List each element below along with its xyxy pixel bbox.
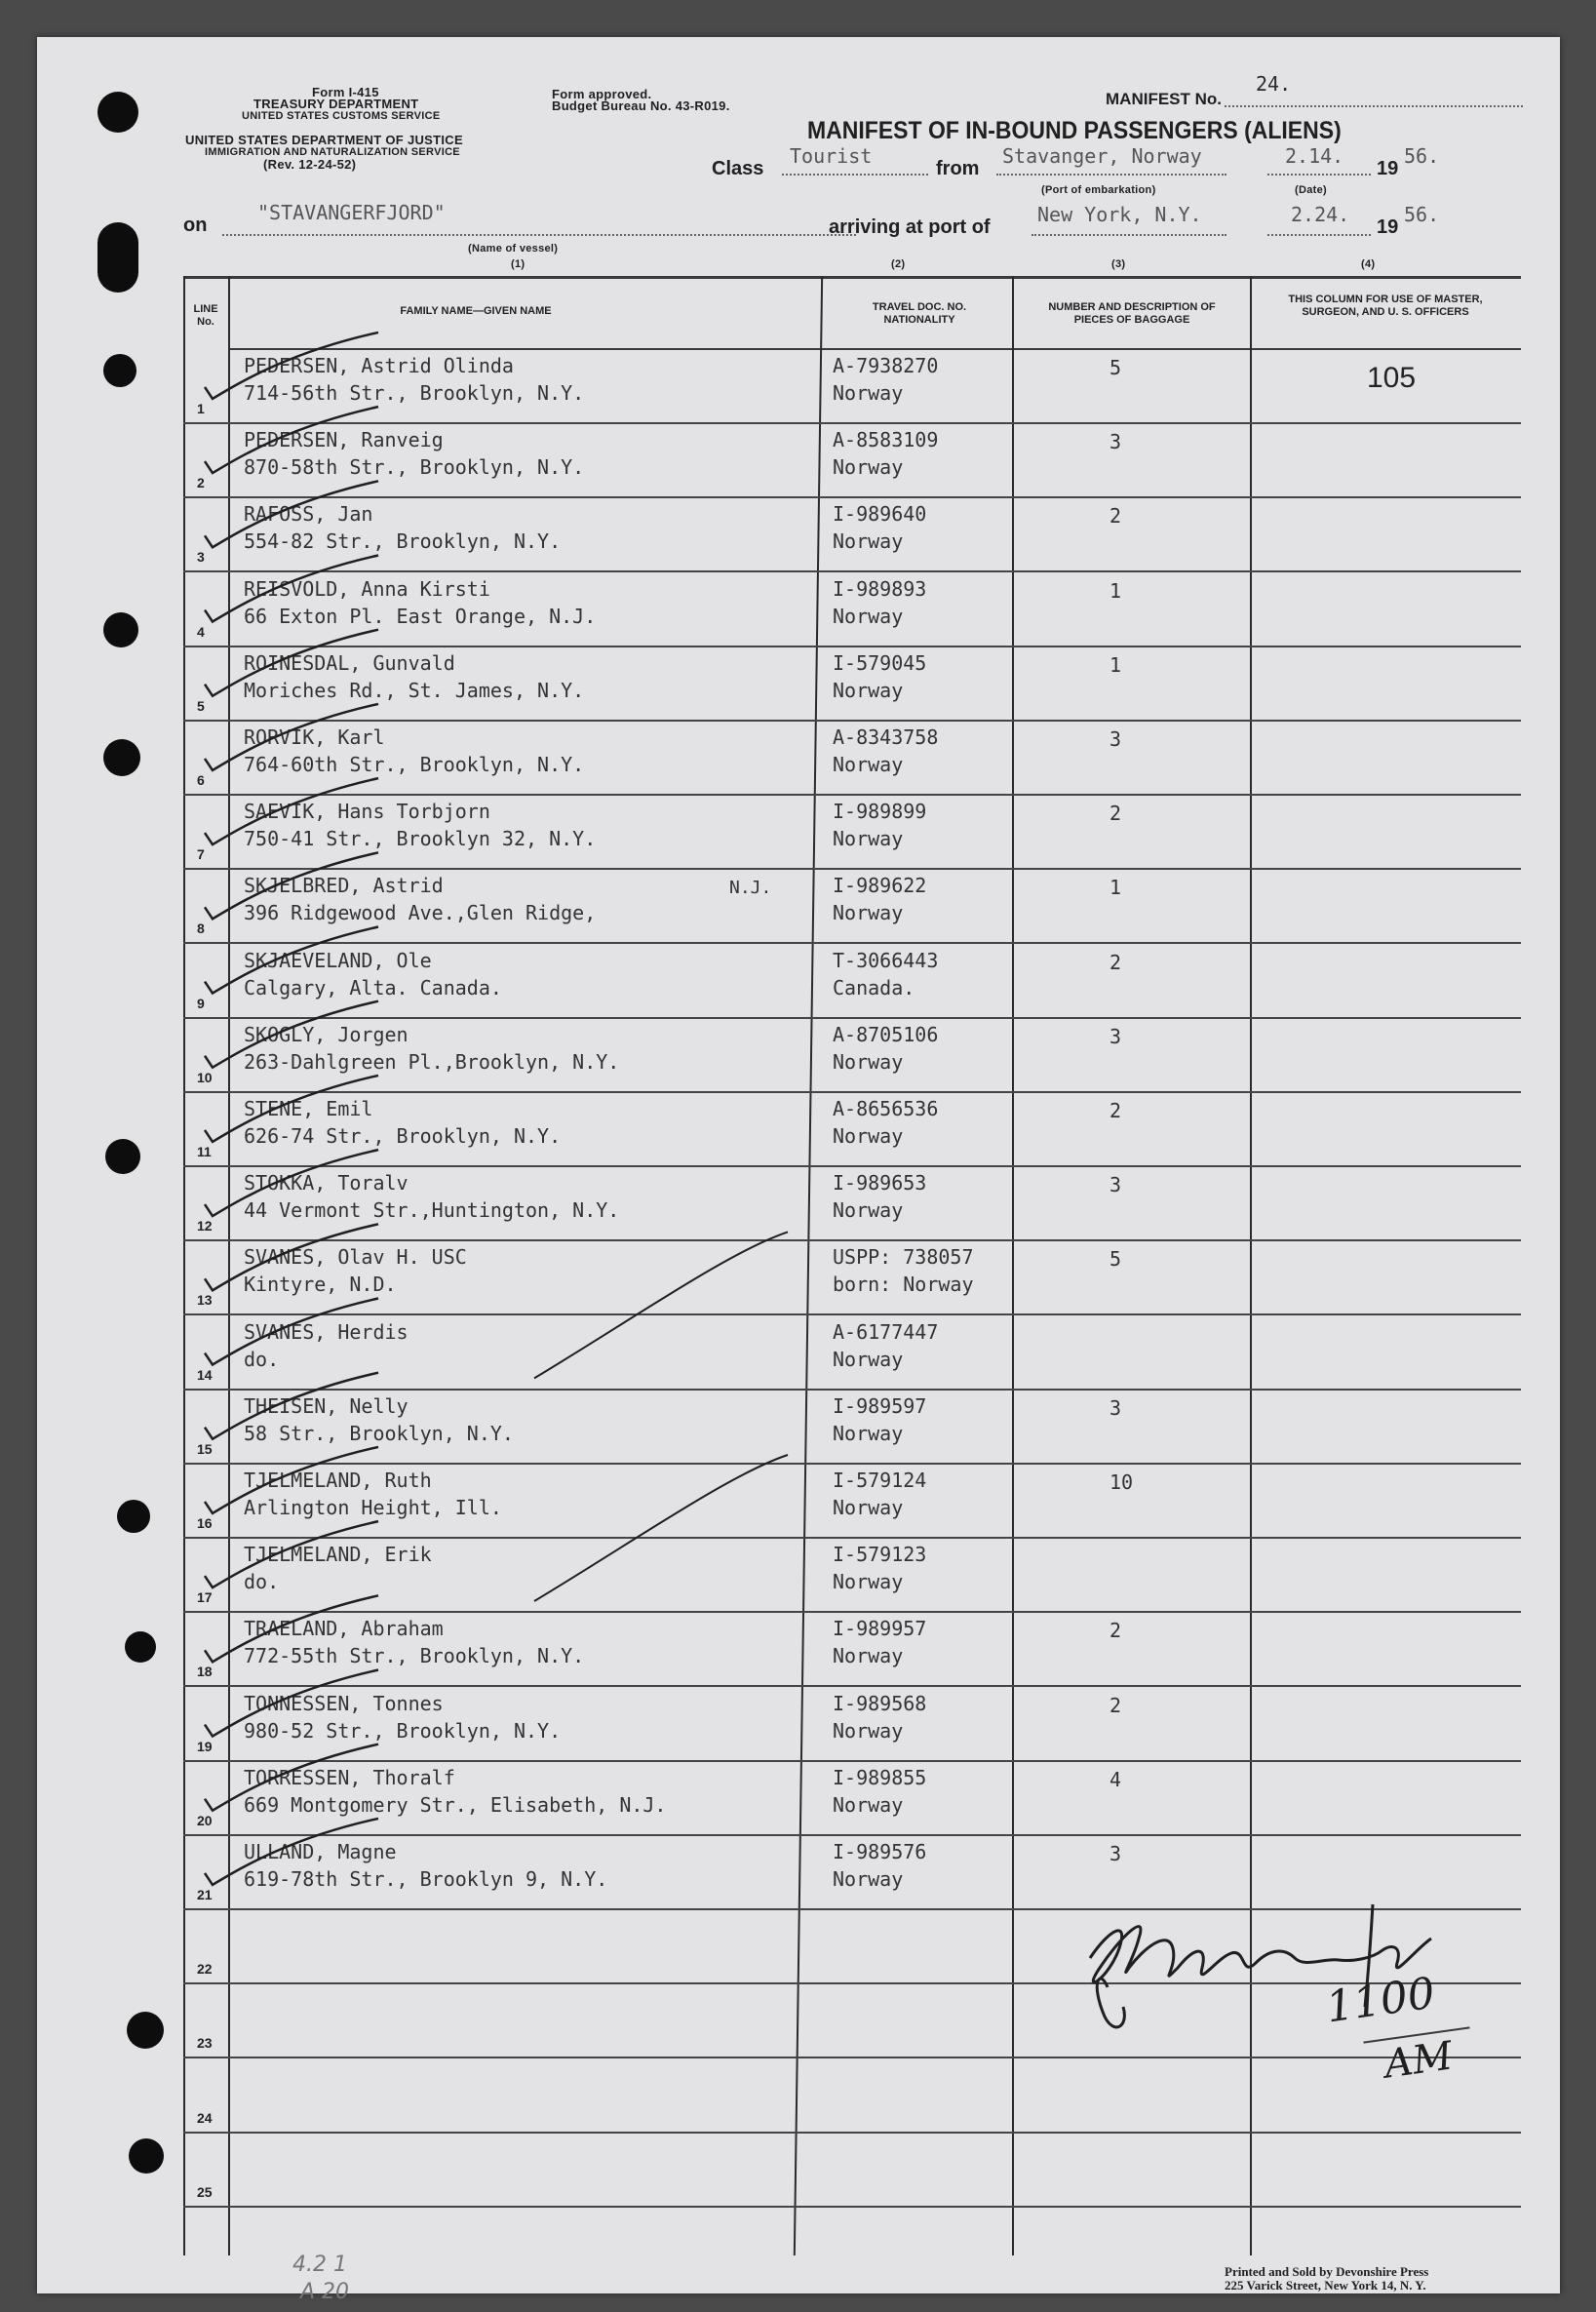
check-mark (205, 1224, 378, 1290)
nationality: Norway (833, 901, 904, 924)
passenger-name: STENE, Emil (244, 1097, 373, 1120)
nationality: Norway (833, 381, 904, 405)
check-mark (205, 704, 378, 770)
arrival-date-line (1267, 234, 1371, 236)
family-link-mark (534, 1455, 788, 1601)
travel-doc-number: I-579045 (833, 651, 927, 675)
ins-service: IMMIGRATION AND NATURALIZATION SERVICE (205, 146, 460, 158)
line-number: 20 (197, 1813, 213, 1828)
treasury-dept: TREASURY DEPARTMENT (253, 97, 419, 111)
check-mark (205, 333, 378, 399)
passenger-name: TORRESSEN, Thoralf (244, 1766, 455, 1789)
class-value: Tourist (790, 144, 873, 168)
manifest-no-line (1225, 105, 1523, 107)
nationality: Norway (833, 1644, 904, 1667)
punch-hole (129, 2138, 164, 2174)
passenger-name: TRAELAND, Abraham (244, 1617, 444, 1640)
travel-doc-number: T-3066443 (833, 949, 939, 972)
check-mark (205, 556, 378, 622)
passenger-address: do. (244, 1570, 280, 1593)
family-link-mark (534, 1232, 788, 1378)
travel-doc-number: A-8656536 (833, 1097, 939, 1120)
vessel-caption: (Name of vessel) (468, 243, 559, 255)
line-number: 13 (197, 1292, 213, 1308)
line-number: 1 (197, 401, 205, 416)
nationality: Norway (833, 1719, 904, 1743)
check-mark (205, 852, 378, 919)
travel-doc-number: A-7938270 (833, 354, 939, 377)
passenger-name: SKJELBRED, Astrid (244, 874, 444, 897)
passenger-address: 669 Montgomery Str., Elisabeth, N.J. (244, 1793, 667, 1817)
handwritten-note-2: A 20 (300, 2280, 350, 2304)
line-number: 19 (197, 1739, 213, 1754)
header-name: FAMILY NAME—GIVEN NAME (400, 305, 552, 317)
form-number: Form I-415 (312, 85, 379, 99)
travel-doc-number: I-989622 (833, 874, 927, 897)
check-mark (205, 1076, 378, 1142)
baggage-count: 1 (1109, 653, 1122, 677)
punch-hole (117, 1500, 150, 1533)
baggage-count: 2 (1109, 951, 1122, 974)
from-label: from (936, 158, 980, 179)
passenger-address: 619-78th Str., Brooklyn 9, N.Y. (244, 1867, 608, 1891)
baggage-count: 5 (1109, 356, 1122, 379)
on-label: on (183, 215, 208, 236)
baggage-count: 2 (1109, 504, 1122, 528)
check-mark (205, 1819, 378, 1885)
check-mark (205, 1744, 378, 1811)
col-num-1: (1) (511, 258, 526, 270)
nationality: Norway (833, 1198, 904, 1222)
check-mark (205, 1001, 378, 1068)
passenger-name: ROINESDAL, Gunvald (244, 651, 455, 675)
passenger-name: SKOGLY, Jorgen (244, 1023, 409, 1046)
line-number: 24 (197, 2110, 213, 2126)
nationality: Norway (833, 1050, 904, 1074)
punch-hole (103, 739, 140, 776)
passenger-address: 58 Str., Brooklyn, N.Y. (244, 1422, 514, 1445)
passenger-name: PEDERSEN, Ranveig (244, 428, 444, 451)
travel-doc-number: I-989957 (833, 1617, 927, 1640)
date-value: 2.14. (1285, 144, 1344, 168)
check-mark (205, 778, 378, 844)
passenger-address: Kintyre, N.D. (244, 1273, 397, 1296)
punch-hole (97, 92, 138, 133)
form-approved: Form approved. (552, 87, 652, 101)
signature-ampm: AM (1382, 2033, 1456, 2088)
form-title: MANIFEST OF IN-BOUND PASSENGERS (ALIENS) (807, 117, 1342, 144)
arrival-year: 56. (1404, 203, 1440, 226)
check-mark (205, 630, 378, 696)
passenger-address: 772-55th Str., Brooklyn, N.Y. (244, 1644, 585, 1667)
check-mark (205, 1299, 378, 1365)
header-doc: TRAVEL DOC. NO. NATIONALITY (872, 301, 967, 326)
passenger-name: RORVIK, Karl (244, 725, 385, 749)
check-mark (205, 1670, 378, 1737)
passenger-address: 750-41 Str., Brooklyn 32, N.Y. (244, 827, 597, 850)
justice-dept: UNITED STATES DEPARTMENT OF JUSTICE (185, 133, 463, 147)
arrival-year-prefix: 19 (1377, 216, 1399, 238)
punch-hole (125, 1631, 156, 1663)
travel-doc-number: I-989576 (833, 1840, 927, 1863)
nationality: Norway (833, 1570, 904, 1593)
baggage-count: 1 (1109, 579, 1122, 603)
arrival-date: 2.24. (1291, 203, 1350, 226)
passenger-name: STOKKA, Toralv (244, 1171, 409, 1195)
nationality: Norway (833, 455, 904, 479)
passenger-address-extra: N.J. (729, 878, 772, 898)
check-mark (205, 407, 378, 473)
header-baggage: NUMBER AND DESCRIPTION OF PIECES OF BAGGAGE (1048, 301, 1216, 326)
nationality: Norway (833, 1422, 904, 1445)
line-number: 15 (197, 1441, 213, 1457)
line-number: 16 (197, 1515, 213, 1531)
nationality: Norway (833, 1793, 904, 1817)
travel-doc-number: I-989899 (833, 800, 927, 823)
baggage-count: 1 (1109, 876, 1122, 899)
nationality: Norway (833, 529, 904, 553)
passenger-address: 263-Dahlgreen Pl.,Brooklyn, N.Y. (244, 1050, 620, 1074)
line-number: 23 (197, 2035, 213, 2051)
vessel-line (222, 234, 856, 236)
punch-hole (103, 612, 138, 647)
travel-doc-number: I-579123 (833, 1543, 927, 1566)
nationality: Norway (833, 679, 904, 702)
passenger-name: THEISEN, Nelly (244, 1394, 409, 1418)
check-mark (205, 1521, 378, 1587)
travel-doc-number: I-989855 (833, 1766, 927, 1789)
header-officers: THIS COLUMN FOR USE OF MASTER, SURGEON, AND U. S. OFFICERS (1288, 294, 1483, 318)
passenger-address: 980-52 Str., Brooklyn, N.Y. (244, 1719, 562, 1743)
check-mark (205, 1373, 378, 1439)
passenger-address: 870-58th Str., Brooklyn, N.Y. (244, 455, 585, 479)
travel-doc-number: I-989653 (833, 1171, 927, 1195)
punch-hole (97, 222, 138, 293)
nationality: Norway (833, 753, 904, 776)
passenger-address: Arlington Height, Ill. (244, 1496, 502, 1519)
passenger-address: 626-74 Str., Brooklyn, N.Y. (244, 1124, 562, 1148)
signature-time: 1100 (1322, 1968, 1438, 2033)
year-prefix: 19 (1377, 158, 1399, 179)
nationality: Norway (833, 1124, 904, 1148)
header-line-no: LINE No. (193, 303, 218, 328)
manifest-page (37, 37, 1560, 2304)
manifest-no-label: MANIFEST No. (1106, 90, 1222, 108)
punch-hole (127, 2012, 164, 2049)
nationality: Norway (833, 1496, 904, 1519)
port-embark-caption: (Port of embarkation) (1041, 184, 1156, 196)
check-mark (205, 1447, 378, 1513)
date-caption: (Date) (1295, 184, 1327, 196)
printer-line-2: 225 Varick Street, New York 14, N. Y. (1225, 2278, 1426, 2292)
travel-doc-number: I-989568 (833, 1692, 927, 1715)
line-number: 12 (197, 1218, 213, 1234)
passenger-name: PEDERSEN, Astrid Olinda (244, 354, 514, 377)
revision: (Rev. 12-24-52) (263, 157, 357, 172)
date-line (1267, 174, 1371, 176)
travel-doc-number: A-8583109 (833, 428, 939, 451)
travel-doc-number: I-989597 (833, 1394, 927, 1418)
nationality: born: Norway (833, 1273, 974, 1296)
line-number: 14 (197, 1367, 213, 1383)
baggage-count: 3 (1109, 1396, 1122, 1420)
baggage-count: 2 (1109, 802, 1122, 825)
baggage-count: 3 (1109, 1025, 1122, 1048)
class-line (782, 174, 928, 176)
line-number: 7 (197, 846, 205, 862)
col-num-4: (4) (1361, 258, 1376, 270)
class-label: Class (712, 158, 764, 179)
punch-hole (103, 354, 136, 387)
passenger-address: Calgary, Alta. Canada. (244, 976, 502, 999)
passenger-name: TJELMELAND, Erik (244, 1543, 432, 1566)
baggage-count: 3 (1109, 1842, 1122, 1865)
travel-doc-number: A-8343758 (833, 725, 939, 749)
baggage-count: 2 (1109, 1099, 1122, 1122)
passenger-name: SAEVIK, Hans Torbjorn (244, 800, 490, 823)
arrival-port: New York, N.Y. (1037, 203, 1202, 226)
passenger-address: do. (244, 1348, 280, 1371)
line-number: 25 (197, 2184, 213, 2200)
from-value: Stavanger, Norway (1002, 144, 1202, 168)
line-number: 21 (197, 1887, 213, 1902)
check-mark (205, 927, 378, 994)
printer-line-1: Printed and Sold by Devonshire Press (1225, 2264, 1429, 2279)
passenger-name: SVANES, Herdis (244, 1320, 409, 1344)
baggage-count: 2 (1109, 1694, 1122, 1717)
line-number: 10 (197, 1070, 213, 1085)
baggage-count: 10 (1109, 1470, 1134, 1494)
passenger-address: 44 Vermont Str.,Huntington, N.Y. (244, 1198, 620, 1222)
nationality: Canada. (833, 976, 915, 999)
line-number: 3 (197, 549, 205, 565)
travel-doc-number: I-989640 (833, 502, 927, 526)
passenger-address: 396 Ridgewood Ave.,Glen Ridge, (244, 901, 597, 924)
passenger-address: 764-60th Str., Brooklyn, N.Y. (244, 753, 585, 776)
passenger-name: TONNESSEN, Tonnes (244, 1692, 444, 1715)
passenger-address: 714-56th Str., Brooklyn, N.Y. (244, 381, 585, 405)
baggage-count: 4 (1109, 1768, 1122, 1791)
travel-doc-number: A-6177447 (833, 1320, 939, 1344)
nationality: Norway (833, 827, 904, 850)
baggage-count: 3 (1109, 430, 1122, 453)
from-line (996, 174, 1226, 176)
customs-service: UNITED STATES CUSTOMS SERVICE (242, 110, 441, 122)
passenger-address: 554-82 Str., Brooklyn, N.Y. (244, 529, 562, 553)
nationality: Norway (833, 1867, 904, 1891)
line-number: 4 (197, 624, 205, 640)
line-number: 22 (197, 1961, 213, 1977)
col-num-2: (2) (891, 258, 906, 270)
travel-doc-number: I-989893 (833, 577, 927, 601)
passenger-name: REISVOLD, Anna Kirsti (244, 577, 490, 601)
vessel-name: "STAVANGERFJORD" (257, 201, 446, 224)
line-number: 17 (197, 1589, 213, 1605)
nationality: Norway (833, 1348, 904, 1371)
budget-bureau: Budget Bureau No. 43-R019. (552, 98, 730, 113)
col-num-3: (3) (1111, 258, 1126, 270)
line-number: 9 (197, 996, 205, 1011)
passenger-address: 66 Exton Pl. East Orange, N.J. (244, 605, 597, 628)
travel-doc-number: I-579124 (833, 1469, 927, 1492)
travel-doc-number: A-8705106 (833, 1023, 939, 1046)
baggage-count: 3 (1109, 727, 1122, 751)
passenger-address: Moriches Rd., St. James, N.Y. (244, 679, 585, 702)
line-number: 8 (197, 921, 205, 936)
baggage-count: 5 (1109, 1247, 1122, 1271)
arriving-label: arriving at port of (829, 216, 991, 238)
check-mark (205, 481, 378, 547)
line-number: 6 (197, 772, 205, 788)
baggage-count: 3 (1109, 1173, 1122, 1196)
passenger-name: ULLAND, Magne (244, 1840, 397, 1863)
travel-doc-number: USPP: 738057 (833, 1245, 974, 1269)
manifest-no-value: 24. (1256, 72, 1292, 96)
passenger-name: SVANES, Olav H. USC (244, 1245, 467, 1269)
arrival-port-line (1032, 234, 1226, 236)
year-value: 56. (1404, 144, 1440, 168)
passenger-name: RAFOSS, Jan (244, 502, 373, 526)
check-mark (205, 1150, 378, 1216)
passenger-name: TJELMELAND, Ruth (244, 1469, 432, 1492)
baggage-count: 2 (1109, 1619, 1122, 1642)
line-number: 11 (197, 1144, 212, 1159)
check-mark (205, 1595, 378, 1662)
line-number: 5 (197, 698, 205, 714)
line-number: 2 (197, 475, 205, 490)
line-number: 18 (197, 1664, 213, 1679)
punch-hole (105, 1139, 140, 1174)
officer-note: 105 (1367, 362, 1417, 394)
passenger-name: SKJAEVELAND, Ole (244, 949, 432, 972)
handwritten-note-1: 4.2 1 (292, 2253, 347, 2277)
nationality: Norway (833, 605, 904, 628)
